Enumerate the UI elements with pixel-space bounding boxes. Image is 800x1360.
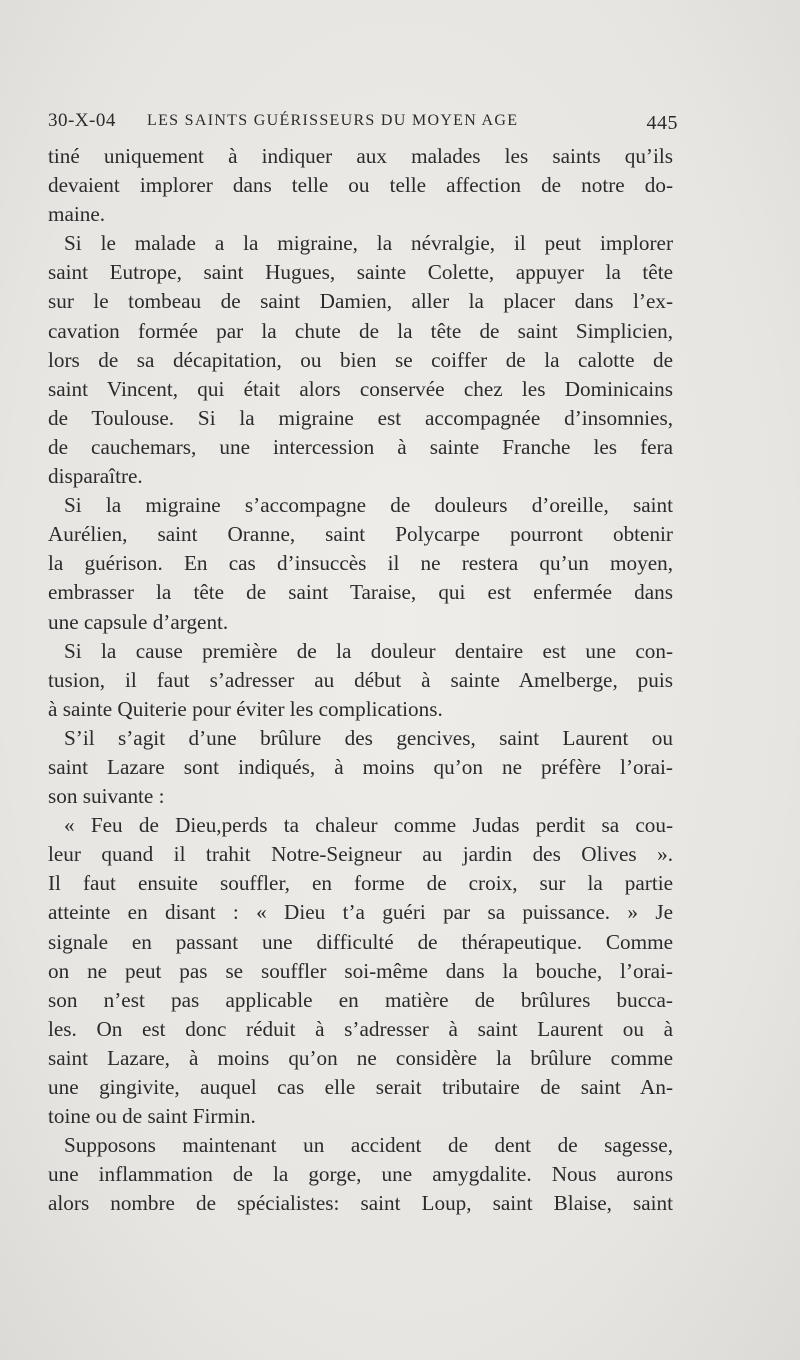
text-line: à sainte Quiterie pour éviter les complications. (48, 696, 443, 721)
text-line: saint Lazare, à moins qu’on ne considère la brûlure comme (48, 1045, 673, 1070)
text-line: saint Lazare sont indiqués, à moins qu’on ne préfère l’orai- (48, 754, 673, 779)
running-title: LES SAINTS GUÉRISSEURS DU MOYEN AGE (147, 112, 519, 129)
text-line: sur le tombeau de saint Damien, aller la placer dans l’ex- (48, 289, 673, 314)
text-line: maine. (48, 202, 106, 227)
text-line: une gingivite, auquel cas elle serait tributaire de saint An- (48, 1075, 673, 1099)
text-line: « Feu de Dieu,perds ta chaleur comme Judas perdit sa cou- (64, 813, 673, 838)
text-line: on ne peut pas se souffler soi-même dans la bouche, l’orai- (48, 958, 673, 983)
text-line: une capsule d’argent. (48, 609, 229, 634)
text-line: Supposons maintenant un accident de dent de sagesse, (64, 1133, 673, 1158)
text-line: son n’est pas applicable en matière de brûlures bucca- (48, 987, 673, 1012)
text-line: embrasser la tête de saint Taraise, qui est enfermée dans (48, 580, 673, 605)
body-text (48, 142, 673, 1218)
text-line: de cauchemars, une intercession à sainte Franche les fera (48, 434, 673, 459)
text-line: de Toulouse. Si la migraine est accompagnée d’insomnies, (48, 405, 673, 430)
text-line: saint Vincent, qui était alors conservée chez les Dominicains (48, 376, 673, 401)
text-line: signale en passant une difficulté de thérapeutique. Comme (48, 929, 673, 954)
header-date: 30-X-04 (48, 110, 116, 131)
text-line: son suivante : (48, 784, 165, 809)
text-line: une inflammation de la gorge, une amygdalite. Nous aurons (48, 1162, 673, 1187)
text-line: la guérison. En cas d’insuccès il ne restera qu’un moyen, (48, 551, 673, 576)
text-line: saint Eutrope, saint Hugues, sainte Colette, appuyer la tête (48, 260, 673, 285)
text-line: leur quand il trahit Notre-Seigneur au jardin des Olives ». (48, 842, 673, 867)
text-line: disparaître. (48, 464, 143, 489)
text-line: toine ou de saint Firmin. (48, 1104, 256, 1129)
text-line: alors nombre de spécialistes: saint Loup, saint Blaise, saint (48, 1191, 673, 1216)
text-line: tusion, il faut s’adresser au début à sainte Amelberge, puis (48, 667, 673, 692)
text-line: tiné uniquement à indiquer aux malades les saints qu’ils (48, 144, 673, 168)
running-header (48, 106, 678, 136)
text-line: S’il s’agit d’une brûlure des gencives, saint Laurent ou (64, 725, 673, 750)
text-line: devaient implorer dans telle ou telle affection de notre do- (48, 173, 673, 198)
text-line: Si le malade a la migraine, la névralgie, il peut implorer (64, 231, 673, 256)
text-line: les. On est donc réduit à s’adresser à saint Laurent ou à (48, 1016, 673, 1041)
text-line: Si la cause première de la douleur dentaire est une con- (64, 638, 673, 663)
text-line: atteinte en disant : « Dieu t’a guéri par sa puissance. » Je (48, 900, 673, 925)
text-line: lors de sa décapitation, ou bien se coiffer de la calotte de (48, 347, 673, 372)
page-number: 445 (646, 112, 678, 134)
text-line: Aurélien, saint Oranne, saint Polycarpe pourront obtenir (48, 522, 673, 547)
text-line: cavation formée par la chute de la tête de saint Simplicien, (48, 318, 673, 343)
text-line: Si la migraine s’accompagne de douleurs d’oreille, saint (64, 493, 673, 518)
text-line: Il faut ensuite souffler, en forme de croix, sur la partie (48, 871, 673, 896)
